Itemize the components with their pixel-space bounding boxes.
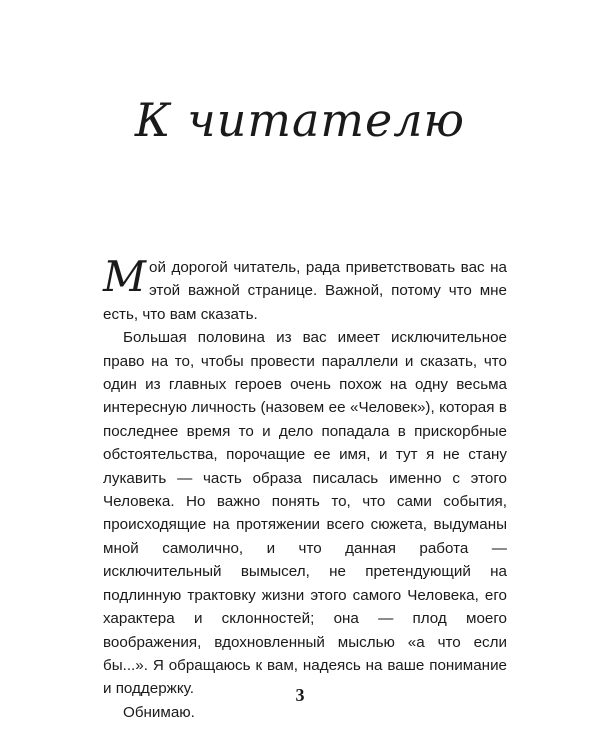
page-number: 3 [295,685,305,705]
paragraph-3: Обнимаю. [123,703,195,721]
page-title: К читателю [134,92,466,147]
drop-cap: М [103,252,147,301]
paragraph-1-text: ой дорогой читатель, рада приветствовать вас на этой важной странице. Важной, потому что мне есть, что вам сказать. [103,259,507,323]
paragraph-1 [103,252,507,326]
paragraph-2: Большая половина из вас имеет исключительное право на то, чтобы провести параллели и сказать, что один из главных героев очень похож на одну весьма интересную личность (назовем ее «Человек»), которая в последнее время то и дело попадала в прискорбные обстоятельства, порочащие ее имя, и тут я не стану лукавить — часть образа писалась именно с этого Человека. Но важно понять то, что сами события, происходящие на протяжении всего сюжета, выдуманы мной самолично, и что данная работа — исключительный вымысел, не претендующий на подлинную трактовку жизни этого самого Человека, его характера и склонностей; она — плод моего воображения, вдохновленный мыслью «а что если бы...». Я обращаюсь к вам, надеясь на ваше понимание и поддержку. [103,329,507,698]
body-text [103,252,507,724]
